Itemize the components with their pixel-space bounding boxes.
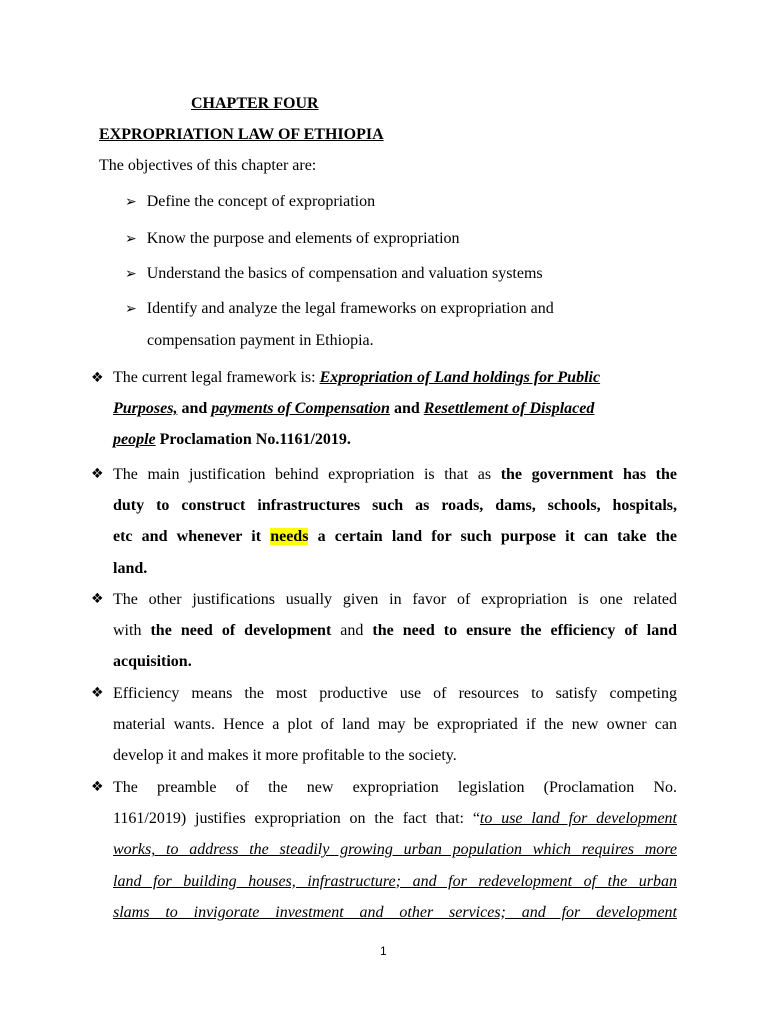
diamond-bullet-icon: ❖ xyxy=(91,779,104,795)
arrow-bullet-icon: ➢ xyxy=(125,194,137,210)
page-number: 1 xyxy=(380,944,387,958)
bullet-paragraph-preamble: The preamble of the new expropriation legislation (Proclamation No. 1161/2019) justifies expropriation on the fact that: “to use land for development works, to address the steadily growing urban population which requires more land for building houses, infrastructure; and for redevelopment of the urban slams to invigorate investment and other services; and for development xyxy=(113,779,677,921)
list-item: ➢ Identify and analyze the legal frameworks on expropriation and xyxy=(125,300,554,317)
list-item: ➢ Know the purpose and elements of expropriation xyxy=(125,230,460,247)
bullet-paragraph-other-justifications: The other justifications usually given in favor of expropriation is one related with the need of development and the need to ensure the efficiency of land acquisition. xyxy=(113,591,677,671)
arrow-bullet-icon: ➢ xyxy=(125,231,137,247)
bullet-paragraph-justification: The main justification behind expropriation is that as the government has the duty to construct infrastructures such as roads, dams, schools, hospitals, etc and whenever it needs a certain land for such purpose it can take the land. xyxy=(113,466,677,577)
list-item: ➢ Define the concept of expropriation xyxy=(125,193,376,210)
bullet-paragraph-efficiency: Efficiency means the most productive use of resources to satisfy competing material wants. Hence a plot of land may be expropriated if the new owner can develop it and makes it more profitable to the society. xyxy=(113,685,677,765)
highlighted-word: needs xyxy=(270,528,309,546)
diamond-bullet-icon: ❖ xyxy=(91,370,104,386)
arrow-bullet-icon: ➢ xyxy=(125,266,137,282)
intro-text: The objectives of this chapter are: xyxy=(99,157,317,174)
list-item: ➢ Understand the basics of compensation and valuation systems xyxy=(125,265,543,282)
list-item-continuation: compensation payment in Ethiopia. xyxy=(147,332,374,349)
chapter-title: CHAPTER FOUR xyxy=(191,95,319,112)
section-title: EXPROPRIATION LAW OF ETHIOPIA xyxy=(99,126,384,143)
diamond-bullet-icon: ❖ xyxy=(91,591,104,607)
diamond-bullet-icon: ❖ xyxy=(91,466,104,482)
diamond-bullet-icon: ❖ xyxy=(91,685,104,701)
arrow-bullet-icon: ➢ xyxy=(125,301,137,317)
bullet-paragraph-framework: The current legal framework is: Expropriation of Land holdings for Public Purposes, and payments of Compensation and Resettlement of Displaced people Proclamation No.1161/2019. xyxy=(113,369,601,449)
